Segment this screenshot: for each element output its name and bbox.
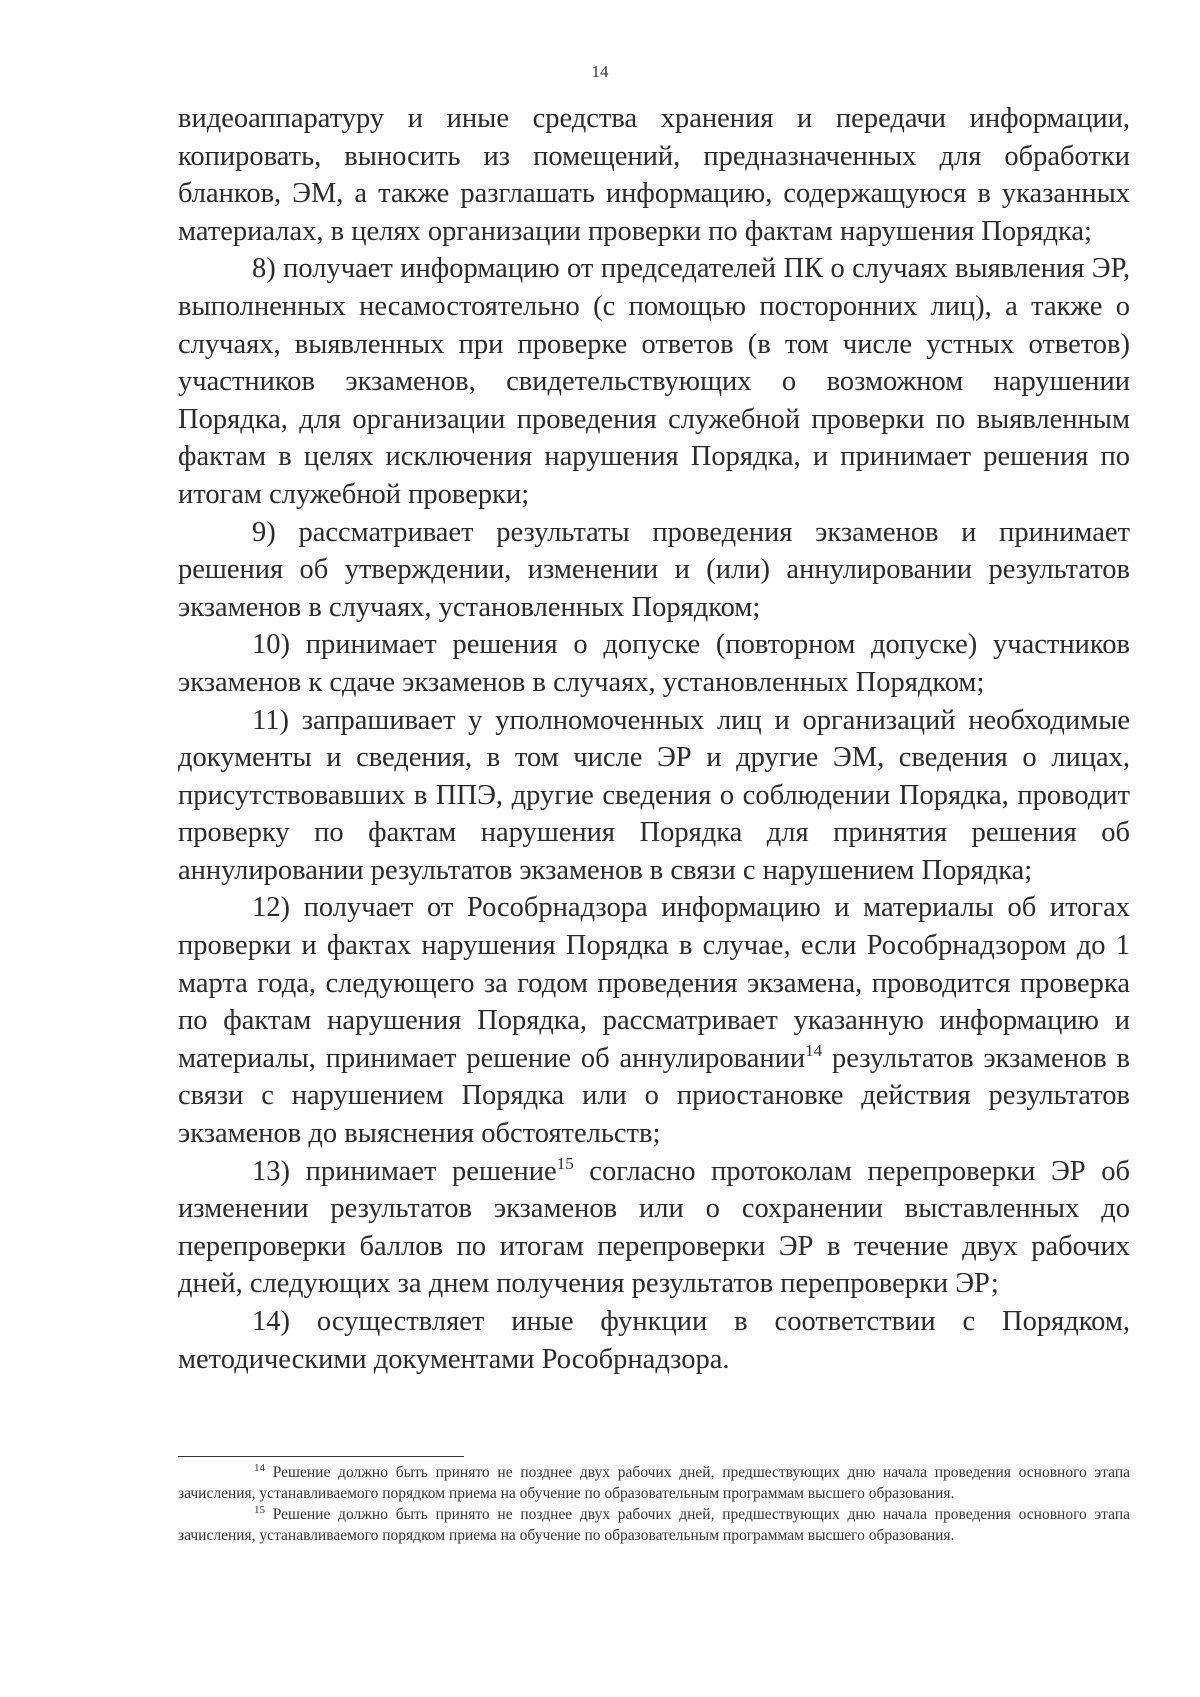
list-item-13-text-b: согласно протоколам перепроверки ЭР об изменении результатов экзаменов или о сохранении выставленных до перепроверки баллов по итогам перепроверки ЭР в течение двух рабочих дней, следующих за днем получения результатов перепроверки ЭР; xyxy=(178,1155,1131,1300)
document-body xyxy=(178,100,1130,1378)
list-item-12-text-b: результатов экзаменов в связи с нарушением Порядка или о приостановке действия результатов экзаменов до выяснения обстоятельств; xyxy=(178,1042,1130,1150)
footnote-text: Решение должно быть принято не позднее двух рабочих дней, предшествующих дню начала проведения основного этапа зачисления, устанавливаемого порядком приема на обучение по образовательным программам высшего образования. xyxy=(178,1464,1130,1502)
page-number: 14 xyxy=(591,62,609,81)
list-item-9: 9) рассматривает результаты проведения экзаменов и принимает решения об утверждении, изменении и (или) аннулировании результатов экзаменов в случаях, установленных Порядком; xyxy=(178,516,1130,623)
footnote-14 xyxy=(178,1462,1130,1504)
paragraph-continuation: видеоаппаратуру и иные средства хранения и передачи информации, копировать, выносить из помещений, предназначенных для обработки бланков, ЭМ, а также разглашать информацию, содержащуюся в указанных материалах, в целях организации проверки по фактам нарушения Порядка; xyxy=(178,103,1130,247)
footnote-number: 14 xyxy=(254,1462,265,1474)
list-item-13-text-a: 13) принимает решение xyxy=(252,1155,557,1187)
list-item-8: 8) получает информацию от председателей ПК о случаях выявления ЭР, выполненных несамостоятельно (с помощью посторонних лиц), а также о случаях, выявленных при проверке ответов (в том числе устных ответов) участников экзаменов, свидетельствующих о возможном нарушении Порядка, для организации проведения служебной проверки по выявленным фактам в целях исключения нарушения Порядка, и принимает решения по итогам служебной проверки; xyxy=(178,253,1130,510)
footnote-ref-15: 15 xyxy=(556,1153,574,1173)
footnote-ref-14: 14 xyxy=(805,1040,823,1060)
footnote-number: 15 xyxy=(254,1504,265,1516)
list-item-12 xyxy=(178,889,1130,1152)
footnote-text: Решение должно быть принято не позднее двух рабочих дней, предшествующих дню начала проведения основного этапа зачисления, устанавливаемого порядком приема на обучение по образовательным программам высшего образования. xyxy=(178,1506,1130,1544)
list-item-13 xyxy=(178,1153,1130,1303)
footnote-15 xyxy=(178,1504,1130,1546)
footnotes xyxy=(178,1462,1130,1546)
footnote-separator xyxy=(178,1456,464,1457)
list-item-10: 10) принимает решения о допуске (повторном допуске) участников экзаменов к сдаче экзаменов в случаях, установленных Порядком; xyxy=(178,629,1130,698)
list-item-12-text-a: 12) получает от Рособрнадзора информацию и материалы об итогах проверки и фактах нарушения Порядка в случае, если Рособрнадзором до 1 марта года, следующего за годом проведения экзамена, проводится проверка по фактам нарушения Порядка, рассматривает указанную информацию и материалы, принимает решение об аннулировании xyxy=(178,892,1130,1074)
list-item-11: 11) запрашивает у уполномоченных лиц и организаций необходимые документы и сведения, в том числе ЭР и другие ЭМ, сведения о лицах, присутствовавших в ППЭ, другие сведения о соблюдении Порядка, проводит проверку по фактам нарушения Порядка для принятия решения об аннулировании результатов экзаменов в связи с нарушением Порядка; xyxy=(178,704,1130,886)
list-item-14: 14) осуществляет иные функции в соответствии с Порядком, методическими документами Рособрнадзора. xyxy=(178,1306,1130,1375)
